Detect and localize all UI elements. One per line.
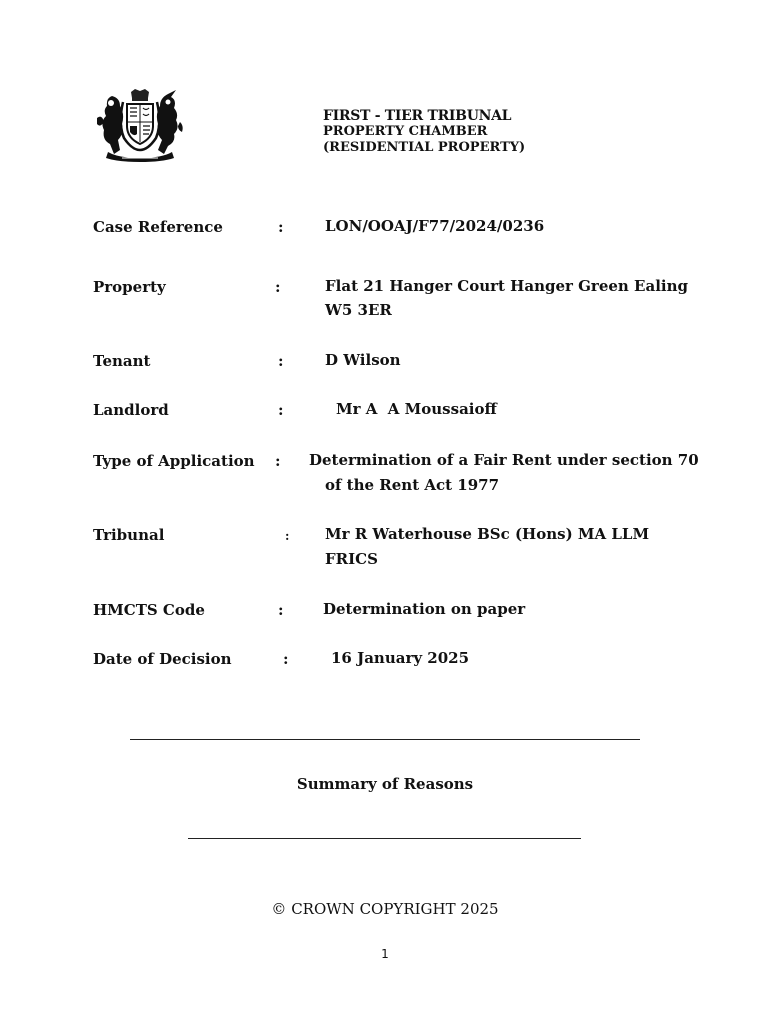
separator: : bbox=[278, 352, 284, 370]
tribunal-value-line1: Mr R Waterhouse BSc (Hons) MA LLM bbox=[325, 525, 650, 543]
royal-coat-of-arms-icon bbox=[94, 88, 186, 162]
date-of-decision-label: Date of Decision bbox=[93, 650, 232, 668]
property-value-line1: Flat 21 Hanger Court Hanger Green Ealing bbox=[325, 277, 688, 295]
separator: : bbox=[275, 278, 281, 296]
property-value-line2: W5 3ER bbox=[325, 301, 392, 319]
tribunal-value-line2: FRICS bbox=[325, 550, 378, 568]
case-reference-value: LON/OOAJ/F77/2024/0236 bbox=[325, 217, 545, 235]
tribunal-name: FIRST - TIER TRIBUNAL bbox=[323, 108, 512, 124]
tenant-label: Tenant bbox=[93, 352, 151, 370]
separator: : bbox=[275, 452, 281, 470]
separator: : bbox=[278, 601, 284, 619]
separator: : bbox=[278, 401, 284, 419]
tenant-value: D Wilson bbox=[325, 351, 401, 369]
type-of-application-value-line2: of the Rent Act 1977 bbox=[325, 476, 500, 494]
property-label: Property bbox=[93, 278, 166, 296]
hmcts-code-value: Determination on paper bbox=[323, 600, 526, 618]
type-of-application-label: Type of Application bbox=[93, 452, 255, 470]
horizontal-rule-bottom bbox=[188, 838, 581, 839]
chamber-subtitle: (RESIDENTIAL PROPERTY) bbox=[323, 140, 526, 155]
landlord-label: Landlord bbox=[93, 401, 169, 419]
page-number: 1 bbox=[381, 947, 389, 961]
crown-copyright: © CROWN COPYRIGHT 2025 bbox=[271, 900, 499, 918]
summary-of-reasons-heading: Summary of Reasons bbox=[296, 775, 474, 793]
separator: : bbox=[285, 529, 290, 543]
tribunal-label: Tribunal bbox=[93, 526, 165, 544]
chamber-name: PROPERTY CHAMBER bbox=[323, 124, 488, 139]
type-of-application-value-line1: Determination of a Fair Rent under section 70 bbox=[309, 451, 699, 469]
separator: : bbox=[283, 650, 289, 668]
case-reference-label: Case Reference bbox=[93, 218, 223, 236]
separator: : bbox=[278, 218, 284, 236]
tribunal-heading bbox=[323, 108, 525, 156]
horizontal-rule-top bbox=[130, 739, 640, 740]
landlord-value: Mr A A Moussaioff bbox=[336, 400, 497, 418]
date-of-decision-value: 16 January 2025 bbox=[331, 649, 470, 667]
hmcts-code-label: HMCTS Code bbox=[93, 601, 205, 619]
